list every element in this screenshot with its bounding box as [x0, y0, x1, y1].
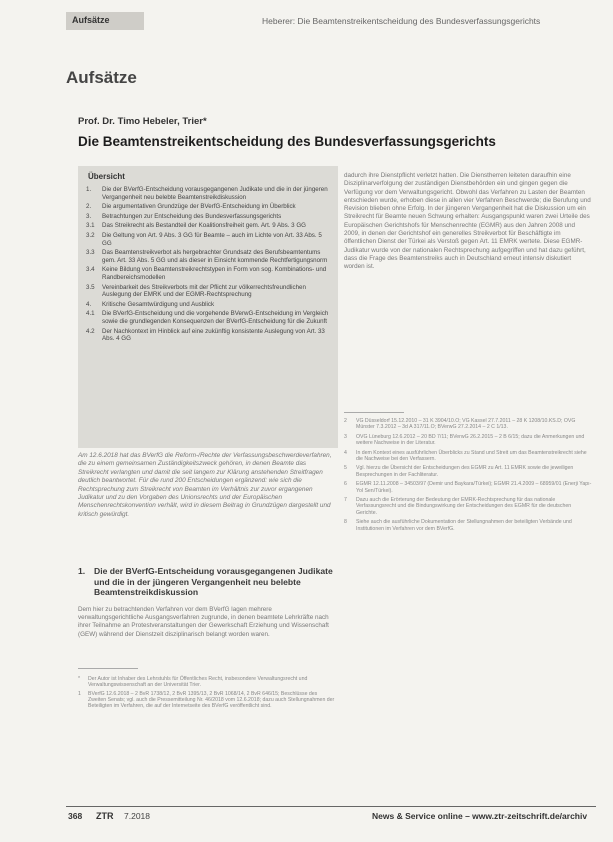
toc-item-number: 4. [86, 300, 92, 308]
toc-item-text: Der Nachkontext im Hinblick auf eine zukünftig konsistente Auslegung von Art. 33 Abs. 4 GG [102, 327, 325, 343]
left-footnotes [78, 676, 336, 711]
footer-rule [66, 806, 596, 807]
toc-item [86, 301, 330, 309]
journal-logo: ZTR [96, 811, 114, 821]
issue-label: 7.2018 [124, 811, 150, 821]
article-title: Die Beamtenstreikentscheidung des Bundesverfassungsgerichts [78, 134, 496, 149]
toc-item [86, 203, 330, 211]
footnote-number: 8 [344, 519, 347, 526]
toc-item-number: 4.1 [86, 310, 95, 318]
running-title: Heberer: Die Beamtenstreikentscheidung des Bundesverfassungsgerichts [262, 16, 541, 26]
footer-news-link[interactable]: News & Service online – www.ztr-zeitschrift.de/archiv [372, 811, 588, 821]
toc-item-number: 3.2 [86, 231, 95, 239]
footnote-text: OVG Lüneburg 12.6.2012 – 20 BD 7/11; BVerwG 26.2.2015 – 2 B 6/15; dazu die Anmerkungen und weitere Nachweise in der Literatur. [356, 433, 585, 447]
toc-item-text: Betrachtungen zur Entscheidung des Bundesverfassungsgerichts [102, 212, 282, 220]
footnote-text: In dem Kontext eines ausführlichen Überblicks zu Stand und Streit um das Beamtenstreikrecht siehe die Nachweise bei den Verfassern. [356, 449, 587, 463]
toc-item-text: Die der BVerfG-Entscheidung vorausgegangenen Judikate und die in der jüngeren Vergangenheit neu belebte Beamtenstreikdiskussion [102, 186, 328, 201]
footnote-number: 3 [344, 433, 347, 440]
footnote-text: EGMR 12.11.2008 – 34503/97 (Demir und Baykara/Türkei); EGMR 21.4.2009 – 68959/01 (Enerji Yapı-Yol Sen/Türkei). [356, 481, 592, 494]
toc-item-text: Die BVerfG-Entscheidung und die vorgehende BVerwG-Entscheidung im Vergleich sowie die grundlegenden Konsequenzen der BVerfG-Entscheidung für die Zukunft [102, 310, 329, 325]
toc-item-text: Die argumentativen Grundzüge der BVerfG-Entscheidung im Überblick [102, 203, 296, 211]
footnote-number: 4 [344, 449, 347, 456]
toc-list [86, 186, 330, 345]
toc-item-number: 4.2 [86, 327, 95, 335]
footnote-number: 1 [78, 690, 81, 697]
toc-item [86, 186, 330, 201]
section-title: Aufsätze [66, 68, 137, 87]
toc-item [86, 266, 330, 281]
toc-item-text: Keine Bildung von Beamtenstreikrechtstypen in Form von sog. Kombinations- und Randbereichsmodellen [102, 266, 327, 281]
footnote-text: VG Düsseldorf 15.12.2010 – 31 K 3904/10.O; VG Kassel 27.7.2011 – 28 K 1208/10.KS.D; OVG Münster 7.3.2012 – 3d A 317/11.O; BVerwG 27.2.2014 – 2 C 1/13. [356, 418, 576, 431]
toc-item-number: 3.3 [86, 249, 95, 257]
footnote [344, 481, 592, 494]
right-column-text: dadurch ihre Dienstpflicht verletzt hatten. Die Dienstherren leiteten daraufhin eine Disziplinarverfolgung der zuständigen Dienstbehörden ein und gingen gegen die Verfügung vor dem Verwaltungsgericht. Obwohl das Verfahren zu Lasten der Beamten entschieden wurde, erhoben diese in allen vier Verfahren Beschwerde; die Berufung und Revision blieben ohne Erfolg. In der jüngeren Vergangenheit hat die Diskussion um ein Streikrecht für Beamte neuen Schwung erhalten: Ausgangspunkt waren zwei Urteile des Europäischen Gerichtshofs für Menschenrechte (EGMR) aus den Jahren 2008 und 2009, in denen der Gerichtshof ein generelles Streikverbot für Beschäftigte im öffentlichen Dienst der Türkei als Verstoß gegen Art. 11 EMRK wertete. Diese EGMR-Judikatur wurde von der nationalen Rechtsprechung aufgegriffen und hat dazu geführt, dass die Frage des Beamtenstreiks auch in Deutschland erneut intensiv diskutiert worden ist. [344, 172, 591, 271]
right-footnotes [344, 418, 592, 535]
footnote-number: 6 [344, 481, 347, 488]
footnote [344, 465, 592, 478]
toc-item-number: 2. [86, 203, 92, 211]
footnote-number: 5 [344, 465, 347, 472]
footnote-number: 7 [344, 497, 347, 504]
section-tab-label: Aufsätze [72, 15, 110, 25]
toc-item-text: Kritische Gesamtwürdigung und Ausblick [102, 300, 215, 308]
footnote-text: Dazu auch die Erörterung der Bedeutung der EMRK-Rechtsprechung für das nationale Verfassungsrecht und die Bindungswirkung der Entscheidungen des EGMR für die deutschen Gerichte. [356, 497, 572, 516]
footnote-divider [344, 412, 404, 413]
footnote-text: BVerfG 12.6.2018 – 2 BvR 1738/12, 2 BvR 1395/13, 2 BvR 1068/14, 2 BvR 646/15; Beschlüsse des Zweiten Senats; vgl. auch die Pressemitteilung Nr. 46/2018 vom 12.6.2018; dazu auch Stellungnahmen der Beteiligten im Verfahren, die auf der Internetseite des BVerfG veröffentlicht sind. [88, 690, 335, 710]
footnote-number: * [78, 676, 81, 682]
footnote-text: Der Autor ist Inhaber des Lehrstuhls für Öffentliches Recht, insbesondere Verwaltungsrecht und Verwaltungswissenschaft an der Universität Trier. [88, 676, 308, 689]
toc-item [86, 222, 330, 230]
section-heading-text: Die der BVerfG-Entscheidung vorausgegangenen Judikate und die in der jüngeren Vergangenheit neu belebte Beamtenstreikdiskussion [94, 566, 333, 597]
footnote-text: Vgl. hierzu die Übersicht der Entscheidungen des EGMR zu Art. 11 EMRK sowie die jeweiligen Besprechungen in der Fachliteratur. [356, 465, 574, 478]
page-number: 368 [68, 811, 83, 821]
footnote [344, 418, 592, 431]
footnote-divider [78, 668, 138, 669]
abstract-intro: Am 12.6.2018 hat das BVerfG die Reform-/Rechte der Verfassungsbeschwerdeverfahren, die zu einem gemeinsamen Zuständigkeitszweck gehören, in denen Beamte das Streikrecht verlangten und damit die seit langem zur Klärung anstehenden Streitfragen deutlich beantwortet. Für die rund 200 Entscheidungen ergänzend: wie sich die Rechtsprechung zum Streikrecht von Beamten im Verhältnis zur zuvor ergangenen Judikatur und zu den Vorgaben des Unionsrechts und der Europäischen Menschenrechtskonvention verhält, wird in diesem Beitrag in Grundzügen dargestellt und kritisch gewürdigt. [78, 452, 332, 518]
toc-item-number: 3.5 [86, 283, 95, 291]
toc-item [86, 232, 330, 247]
section-heading-number: 1. [78, 566, 86, 576]
toc-item [86, 310, 330, 325]
footnote [344, 519, 592, 532]
running-header [66, 12, 596, 30]
section-tab [66, 12, 144, 30]
toc-item-number: 3.4 [86, 266, 95, 274]
toc-item-text: Die Geltung von Art. 9 Abs. 3 GG für Beamte – auch im Lichte von Art. 33 Abs. 5 GG [102, 231, 322, 247]
toc-item-text: Das Beamtenstreikverbot als hergebrachter Grundsatz des Berufsbeamtentums gem. Art. 33 Abs. 5 GG und als dieser in Einsicht kommende Rechtfertigungsnorm [102, 249, 328, 264]
section-heading [78, 566, 336, 598]
footnote [344, 497, 592, 516]
section-body: Dem hier zu betrachtenden Verfahren vor dem BVerfG lagen mehrere verwaltungsgerichtliche Ausgangsverfahren zugrunde, in denen beamtete Lehrkräfte nach ihrer Teilnahme an Protestveranstaltungen der Gewerkschaft Erziehung und Wissenschaft (GEW) während der Dienstzeit disziplinarisch belangt worden waren. [78, 606, 329, 638]
toc-item-text: Vereinbarkeit des Streikverbots mit der Pflicht zur völkerrechtsfreundlichen Auslegung der EMRK und der EGMR-Rechtsprechung [102, 283, 306, 299]
toc-item [86, 328, 330, 343]
toc-item-number: 3.1 [86, 222, 95, 230]
toc-item [86, 284, 330, 299]
footnote [344, 450, 592, 463]
footnote [78, 691, 336, 710]
toc-item-number: 1. [86, 186, 92, 193]
toc-item-number: 3. [86, 212, 92, 220]
toc-item [86, 213, 330, 221]
author-line: Prof. Dr. Timo Hebeler, Trier* [78, 116, 207, 127]
footnote [344, 434, 592, 447]
toc-item-text: Das Streikrecht als Bestandteil der Koalitionsfreiheit gem. Art. 9 Abs. 3 GG [102, 222, 306, 230]
table-of-contents [78, 166, 338, 448]
footnote-number: 2 [344, 418, 347, 424]
footnote [78, 676, 336, 689]
toc-heading: Übersicht [88, 172, 125, 181]
footnote-text: Siehe auch die ausführliche Dokumentation der Stellungnahmen der beteiligten Verbände und Institutionen im Verfahren vor dem BVerfG. [356, 519, 572, 532]
toc-item [86, 249, 330, 264]
